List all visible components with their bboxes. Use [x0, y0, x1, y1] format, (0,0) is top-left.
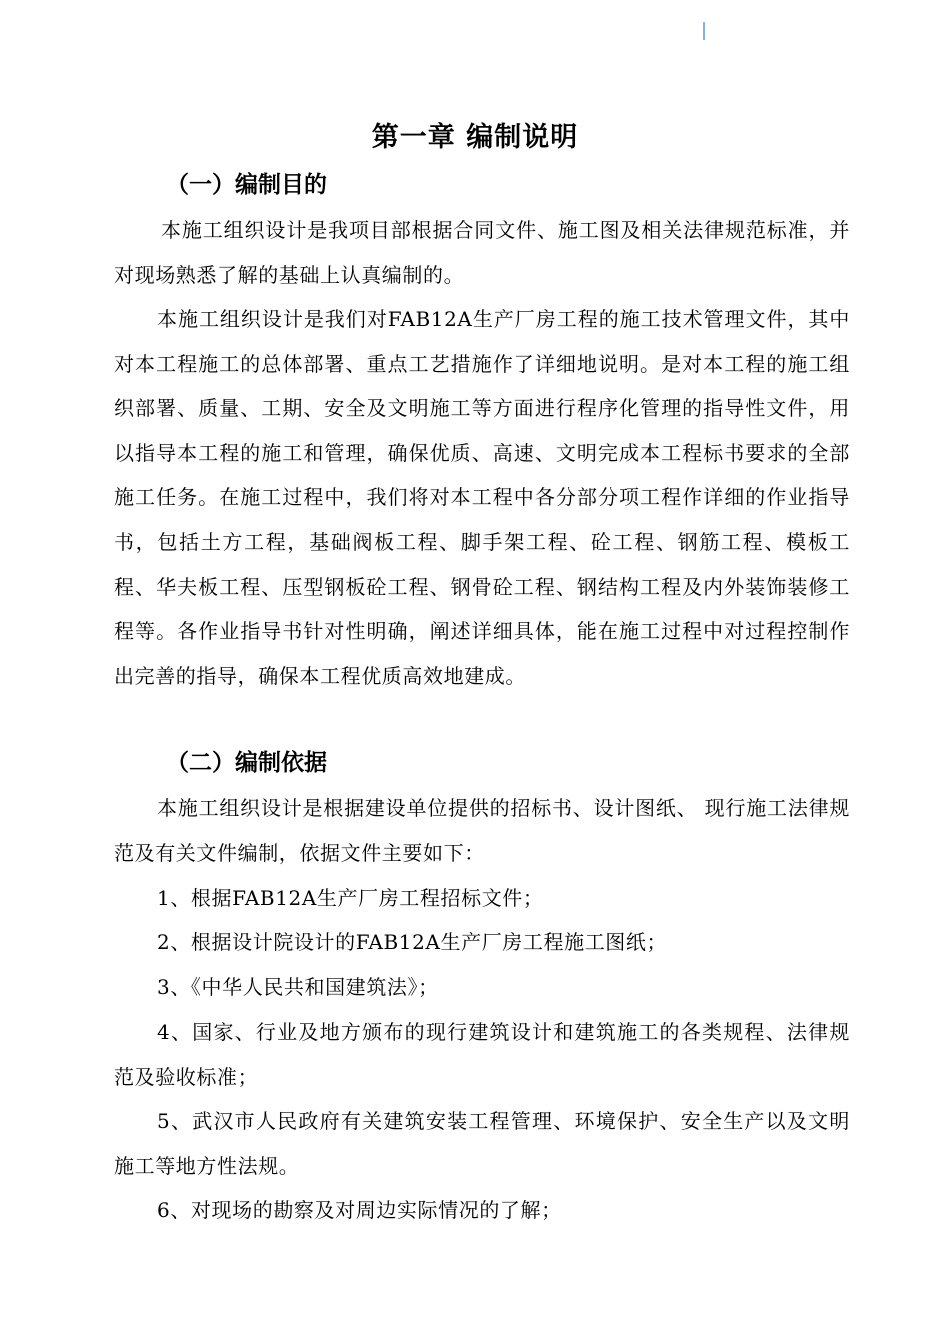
- section-heading-text: （二）编制依据: [166, 750, 327, 776]
- basis-list-item-5: 5、武汉市人民政府有关建筑安装工程管理、环境保护、安全生产以及文明施工等地方性法规。: [114, 1109, 850, 1178]
- paragraph-purpose-2: 本施工组织设计是我们对FAB12A生产厂房工程的施工技术管理文件，其中对本工程施工的总体部署、重点工艺措施作了详细地说明。是对本工程的施工组织部署、质量、工期、安全及文明施工等方面进行程序化管理的指导性文件，用以指导本工程的施工和管理，确保优质、高速、文明完成本工程标书要求的全部施工任务。在施工过程中，我们将对本工程中各分部分项工程作详细的作业指导书，包括土方工程，基础阀板工程、脚手架工程、砼工程、钢筋工程、模板工程、华夫板工程、压型钢板砼工程、钢骨砼工程、钢结构工程及内外装饰装修工程等。各作业指导书针对性明确，阐述详细具体，能在施工过程中对过程控制作出完善的指导，确保本工程优质高效地建成。: [114, 307, 850, 688]
- paragraph-basis-intro: 本施工组织设计是根据建设单位提供的招标书、设计图纸、 现行施工法律规范及有关文件编制，依据文件主要如下：: [114, 796, 850, 865]
- paragraph-purpose-1: 本施工组织设计是我项目部根据合同文件、施工图及相关法律规范标准，并对现场熟悉了解的基础上认真编制的。: [114, 218, 850, 287]
- basis-list-item-2: 2、根据设计院设计的FAB12A生产厂房工程施工图纸；: [157, 930, 668, 954]
- header-line-mark: [703, 22, 705, 40]
- basis-list-item-1: 1、根据FAB12A生产厂房工程招标文件；: [157, 886, 544, 910]
- chapter-title: 第一章 编制说明: [371, 122, 579, 153]
- section-heading-text: （一）编制目的: [166, 172, 327, 198]
- basis-list-item-3: 3、《中华人民共和国建筑法》；: [157, 975, 439, 999]
- basis-list-item-4: 4、国家、行业及地方颁布的现行建筑设计和建筑施工的各类规程、法律规范及验收标准；: [114, 1020, 850, 1089]
- basis-list-item-6: 6、对现场的勘察及对周边实际情况的了解；: [157, 1198, 562, 1222]
